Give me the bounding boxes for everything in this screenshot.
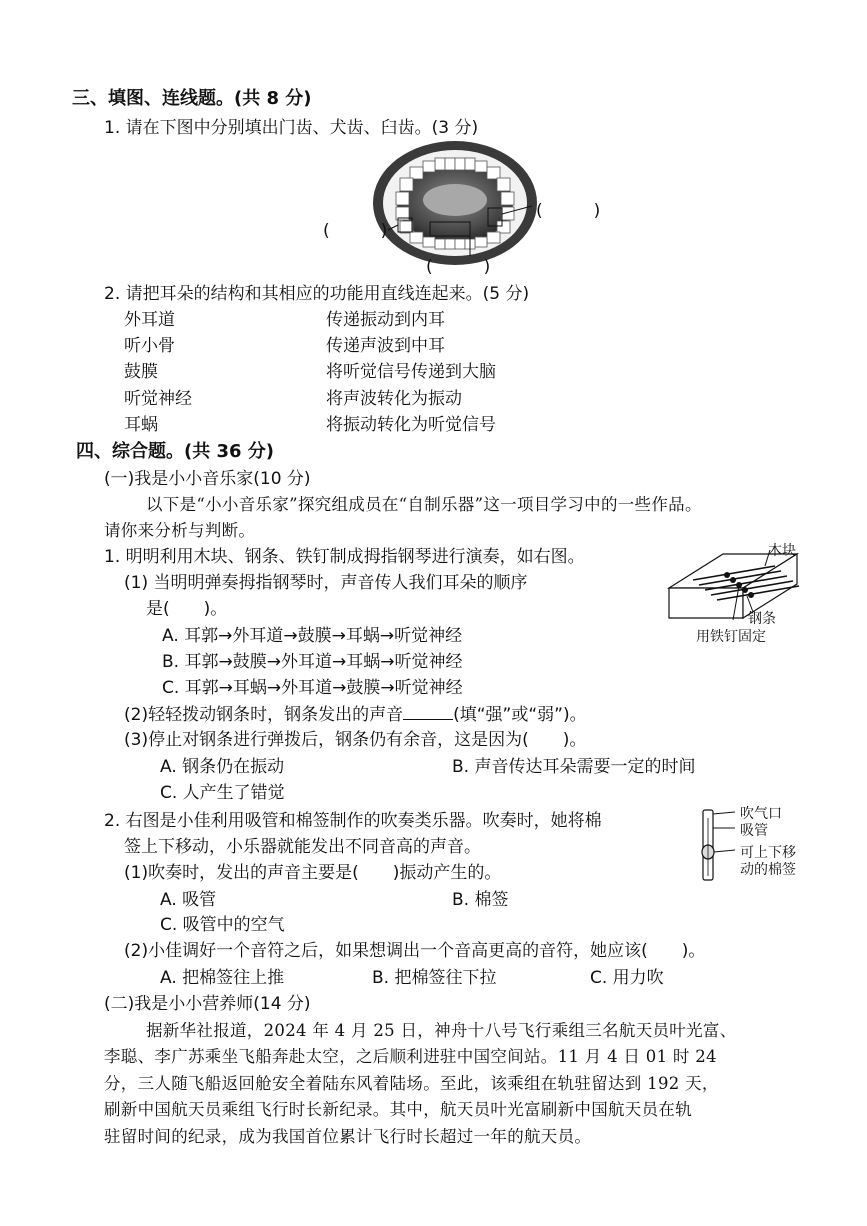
question-ear: 2. 请把耳朵的结构和其相应的功能用直线连起来。(5 分) [104,284,530,304]
subquestion-2-hint: (填“强”或“弱”)。 [453,705,587,725]
passage-line: 驻留时间的纪录，成为我国首位累计飞行时长超过一年的航天员。 [104,1127,592,1146]
option[interactable]: A. 吸管 [160,890,217,910]
subquestion-1-cont[interactable]: 是( )。 [146,599,228,619]
question-straw-cont: 签上下移动，小乐器就能发出不同音高的声音。 [124,837,481,857]
option[interactable]: C. 耳郭→耳蜗→外耳道→鼓膜→听觉神经 [162,678,463,698]
passage-line: 李聪、李广苏乘坐飞船奔赴太空，之后顺利进驻中国空间站。11 月 4 日 01 时 24 [104,1047,717,1066]
option[interactable]: B. 声音传达耳朵需要一定的时间 [452,757,696,777]
ear-function[interactable]: 传递声波到中耳 [326,336,445,356]
ear-structure[interactable]: 外耳道 [124,310,175,330]
label-steel: 钢条 [748,611,776,627]
question-teeth: 1. 请在下图中分别填出门齿、犬齿、臼齿。(3 分) [104,118,479,138]
straw-figure [695,806,745,886]
question-straw: 2. 右图是小佳利用吸管和棉签制作的吹奏类乐器。吹奏时，她将棉 [104,811,602,831]
ear-structure[interactable]: 鼓膜 [124,362,158,382]
subquestion-2 [124,703,587,726]
option[interactable]: A. 把棉签往上推 [160,968,285,988]
ear-function[interactable]: 将听觉信号传递到大脑 [326,362,496,382]
subquestion-2-text: (2)轻轻拨动钢条时，钢条发出的声音 [124,705,404,725]
answer-blank[interactable] [403,703,453,720]
passage-line: 据新华社报道，2024 年 4 月 25 日，神舟十八号飞行乘组三名航天员叶光富、 [146,1021,737,1040]
part2-title: (二)我是小小营养师(14 分) [104,994,311,1014]
question-thumb-piano: 1. 明明利用木块、钢条、铁钉制成拇指钢琴进行演奏，如右图。 [104,547,585,567]
teeth-label-right[interactable]: ( ) [536,201,601,221]
option[interactable]: B. 把棉签往下拉 [372,968,497,988]
ear-function[interactable]: 将振动转化为听觉信号 [326,415,496,435]
ear-structure[interactable]: 耳蜗 [124,415,158,435]
label-swab-2: 动的棉签 [740,862,796,878]
option[interactable]: B. 棉签 [452,890,509,910]
passage-line: 分，三人随飞船返回舱安全着陆东风着陆场。至此，该乘组在轨驻留达到 192 天， [104,1074,719,1093]
subquestion-1: (1)吹奏时，发出的声音主要是( )振动产生的。 [124,863,502,883]
ear-structure[interactable]: 听小骨 [124,336,175,356]
section3-title: 三、填图、连线题。(共 8 分) [72,88,312,109]
ear-structure[interactable]: 听觉神经 [124,389,192,409]
teeth-label-left[interactable]: ( ) [323,221,388,241]
ear-function[interactable]: 将声波转化为振动 [326,389,462,409]
passage-line: 刷新中国航天员乘组飞行时长新纪录。其中，航天员叶光富刷新中国航天员在轨 [104,1100,692,1119]
subquestion-3: (3)停止对钢条进行弹拨后，钢条仍有余音，这是因为( )。 [124,730,587,750]
option[interactable]: C. 人产生了错觉 [160,783,285,803]
part1-title: (一)我是小小音乐家(10 分) [104,469,311,489]
option[interactable]: C. 用力吹 [590,968,664,988]
option[interactable]: C. 吸管中的空气 [160,915,285,935]
part1-intro: 以下是“小小音乐家”探究组成员在“自制乐器”这一项目学习中的一些作品。 [146,495,702,514]
part1-intro-cont: 请你来分析与判断。 [104,521,256,540]
label-straw: 吸管 [740,823,768,839]
option[interactable]: B. 耳郭→鼓膜→外耳道→耳蜗→听觉神经 [162,652,463,672]
label-mouth: 吹气口 [740,806,782,822]
subquestion-1: (1) 当明明弹奏拇指钢琴时，声音传人我们耳朵的顺序 [124,573,528,593]
label-swab-1: 可上下移 [740,845,796,861]
teeth-label-bottom[interactable]: ( ) [426,257,491,277]
option[interactable]: A. 耳郭→外耳道→鼓膜→耳蜗→听觉神经 [162,626,463,646]
section4-title: 四、综合题。(共 36 分) [76,441,275,462]
subquestion-2: (2)小佳调好一个音符之后，如果想调出一个音高更高的音符，她应该( )。 [124,941,706,961]
option[interactable]: A. 钢条仍在振动 [160,757,285,777]
thumb-piano-figure [665,540,825,640]
label-nail: 用铁钉固定 [696,629,766,645]
ear-function[interactable]: 传递振动到内耳 [326,310,445,330]
label-wood: 木块 [768,543,796,559]
